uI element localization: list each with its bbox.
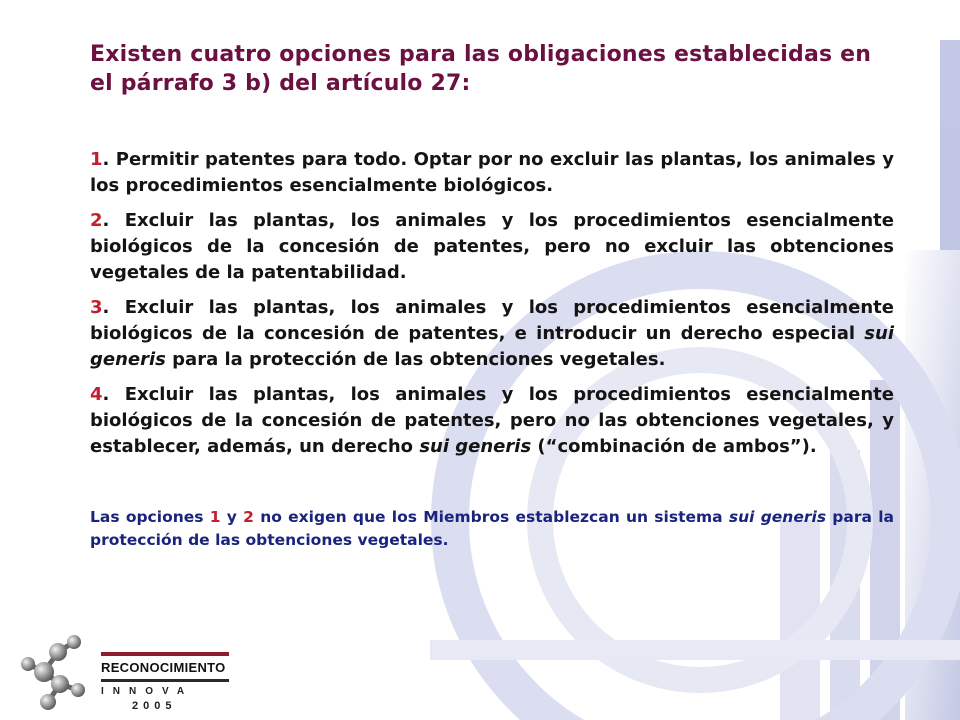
note-text: para la protección de las obtenciones vegetales. [90, 508, 894, 549]
note-text: Las opciones [90, 508, 210, 526]
option-text: . Excluir las plantas, los animales y los procedimientos esencialmente biológicos de la concesión de patentes, pero no excluir las obtenciones vegetales de la patentabilidad. [90, 210, 894, 283]
note-italic-term: sui generis [728, 508, 827, 526]
option-number: 2 [90, 210, 103, 231]
option-2 [90, 208, 894, 286]
option-number: 4 [90, 384, 103, 405]
option-text: . Excluir las plantas, los animales y los procedimientos esencialmente biológicos de la concesión de patentes, e introducir un derecho especial [90, 297, 894, 344]
logo-accent-bar [101, 652, 229, 656]
option-3 [90, 295, 894, 373]
options-list [90, 147, 894, 460]
note-text: y [220, 508, 244, 526]
option-text-end: para la protección de las obtenciones vegetales. [165, 349, 666, 370]
note-text: no exigen que los Miembros establezcan un sistema [253, 508, 729, 526]
footnote [90, 506, 894, 552]
logo-wordmark: RECONOCIMIENTO [101, 660, 226, 675]
slide-title: Existen cuatro opciones para las obligaciones establecidas en el párrafo 3 b) del artículo 27: [90, 42, 872, 96]
option-text: . Permitir patentes para todo. Optar por no excluir las plantas, los animales y los procedimientos esencialmente biológicos. [90, 149, 894, 196]
slide-content [90, 40, 894, 568]
option-text-end: (“combinación de ambos”). [531, 436, 817, 457]
note-number: 1 [209, 508, 221, 526]
molecule-logo-icon [14, 628, 104, 716]
option-text: . Excluir las plantas, los animales y los procedimientos esencialmente biológicos de la concesión de patentes, pero no las obtenciones vegetales, y establecer, además, un derecho [90, 384, 894, 457]
logo-innova: INNOVA [101, 686, 194, 697]
logo-year: 2005 [132, 700, 177, 712]
note-number: 2 [243, 508, 254, 526]
option-number: 3 [90, 297, 103, 318]
option-italic-term: sui generis [90, 323, 894, 370]
option-1 [90, 147, 894, 199]
option-4 [90, 382, 894, 460]
option-number: 1 [90, 149, 103, 170]
reconocimiento-logo [14, 628, 254, 716]
option-italic-term: sui generis [419, 436, 532, 457]
logo-divider [101, 679, 229, 682]
